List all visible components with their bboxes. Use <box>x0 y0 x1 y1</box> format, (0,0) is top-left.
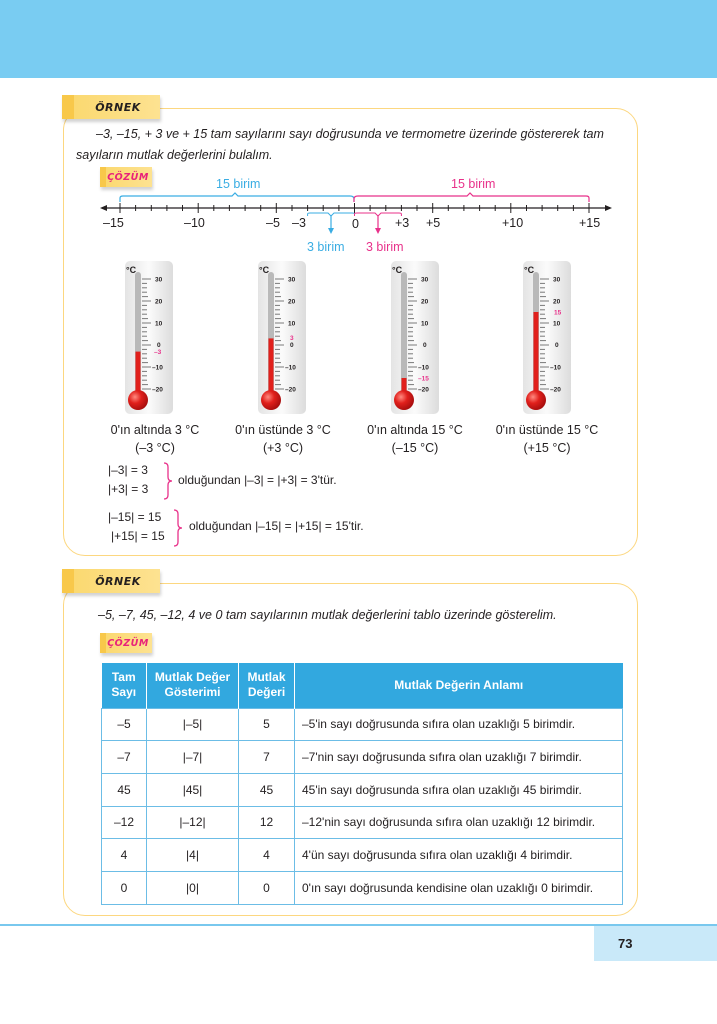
svg-text:–15: –15 <box>418 375 429 383</box>
svg-text:10: 10 <box>421 320 429 328</box>
header-integer: Tam Sayı <box>102 663 147 708</box>
equation-conclusion: olduğundan |–15| = |+15| = 15'tir. <box>189 519 364 533</box>
cell-integer: –7 <box>102 741 147 774</box>
svg-text:3: 3 <box>290 335 294 342</box>
thermometer-minus-15 <box>390 260 440 415</box>
svg-text:–20: –20 <box>550 386 561 394</box>
caption-line-1: 0'ın üstünde 3 °C <box>235 423 331 437</box>
cell-meaning: –12'nin sayı doğrusunda sıfıra olan uzaklığı 12 birimdir. <box>295 806 623 839</box>
thermometer-caption <box>90 421 220 457</box>
table-row <box>102 871 623 904</box>
cell-value: 0 <box>239 871 295 904</box>
cell-integer: 0 <box>102 871 147 904</box>
equation-group-2 <box>108 508 165 546</box>
equation-line: |+3| = 3 <box>108 482 149 496</box>
tick-label: 0 <box>352 217 359 231</box>
tick-label: +15 <box>579 216 601 230</box>
header-notation: Mutlak Değer Gösterimi <box>147 663 239 708</box>
cell-notation: |–7| <box>147 741 239 774</box>
equation-conclusion: olduğundan |–3| = |+3| = 3'tür. <box>178 473 337 487</box>
tick-label: –15 <box>103 216 124 230</box>
svg-text:°C: °C <box>259 265 270 275</box>
svg-text:0: 0 <box>157 342 161 349</box>
svg-text:10: 10 <box>553 320 561 328</box>
caption-line-1: 0'ın altında 3 °C <box>110 423 200 437</box>
thermometer-caption <box>218 421 348 457</box>
brace-icon <box>173 509 183 547</box>
tick-label: +5 <box>426 216 441 230</box>
svg-text:–20: –20 <box>152 386 163 394</box>
thermometer-plus-3 <box>257 260 307 415</box>
svg-text:–20: –20 <box>285 386 296 394</box>
tick-label: –10 <box>184 216 205 230</box>
example-tag: ÖRNEK <box>62 95 160 119</box>
svg-text:–10: –10 <box>285 364 296 372</box>
cell-notation: |4| <box>147 839 239 872</box>
svg-text:30: 30 <box>421 276 429 284</box>
caption-line-2: (–3 °C) <box>135 441 175 455</box>
equation-line: |–3| = 3 <box>108 463 148 477</box>
thermometer-caption <box>482 421 612 457</box>
table-header-row <box>102 663 623 708</box>
brace-right-label: 15 birim <box>451 177 496 191</box>
caption-line-2: (–15 °C) <box>391 441 439 455</box>
svg-text:°C: °C <box>392 265 403 275</box>
svg-text:10: 10 <box>155 320 163 328</box>
table-row <box>102 708 623 741</box>
tick-label: –5 <box>266 216 280 230</box>
cell-meaning: –5'in sayı doğrusunda sıfıra olan uzaklığı 5 birimdir. <box>295 708 623 741</box>
svg-text:10: 10 <box>288 320 296 328</box>
thermometer-caption <box>350 421 480 457</box>
thermometer-minus-3 <box>124 260 174 415</box>
caption-line-1: 0'ın altında 15 °C <box>367 423 463 437</box>
svg-text:30: 30 <box>553 276 561 284</box>
svg-text:30: 30 <box>155 276 163 284</box>
brace-left <box>120 193 354 202</box>
solution-tag: ÇÖZÜM <box>100 167 152 187</box>
caption-line-2: (+15 °C) <box>523 441 571 455</box>
svg-text:20: 20 <box>421 298 429 306</box>
caption-line-1: 0'ın üstünde 15 °C <box>495 423 599 437</box>
cell-value: 7 <box>239 741 295 774</box>
cell-notation: |0| <box>147 871 239 904</box>
header-meaning: Mutlak Değerin Anlamı <box>295 663 623 708</box>
cell-integer: 45 <box>102 773 147 806</box>
svg-text:°C: °C <box>126 265 137 275</box>
tick-label: –3 <box>292 216 306 230</box>
tick-label: +3 <box>395 216 410 230</box>
top-banner <box>0 0 717 78</box>
table-row <box>102 839 623 872</box>
caption-line-2: (+3 °C) <box>262 441 304 455</box>
cell-integer: –12 <box>102 806 147 839</box>
svg-text:20: 20 <box>288 298 296 306</box>
cell-value: 12 <box>239 806 295 839</box>
cell-meaning: 0'ın sayı doğrusunda kendisine olan uzaklığı 0 birimdir. <box>295 871 623 904</box>
cell-notation: |–5| <box>147 708 239 741</box>
svg-text:20: 20 <box>553 298 561 306</box>
equation-line: |+15| = 15 <box>111 529 165 543</box>
brace-icon <box>163 462 173 500</box>
small-right-label: 3 birim <box>366 240 404 254</box>
tick-label: +10 <box>502 216 524 230</box>
cell-value: 45 <box>239 773 295 806</box>
cell-notation: |–12| <box>147 806 239 839</box>
question-line-2: sayıların mutlak değerlerini bulalım. <box>76 148 273 162</box>
header-value: Mutlak Değeri <box>239 663 295 708</box>
page-number: 73 <box>594 926 717 961</box>
svg-text:–10: –10 <box>152 364 163 372</box>
cell-meaning: 4'ün sayı doğrusunda sıfıra olan uzaklığı 4 birimdir. <box>295 839 623 872</box>
table-row <box>102 773 623 806</box>
svg-text:–3: –3 <box>154 349 162 356</box>
example-tag: ÖRNEK <box>62 569 160 593</box>
cell-notation: |45| <box>147 773 239 806</box>
svg-text:0: 0 <box>423 342 427 349</box>
brace-right <box>354 193 589 202</box>
svg-text:30: 30 <box>288 276 296 284</box>
thermometer-plus-15 <box>522 260 572 415</box>
cell-value: 5 <box>239 708 295 741</box>
svg-text:15: 15 <box>554 309 562 317</box>
svg-text:0: 0 <box>555 342 559 349</box>
absolute-value-table <box>101 663 623 905</box>
svg-text:0: 0 <box>290 342 294 349</box>
table-row <box>102 741 623 774</box>
equation-group-1 <box>108 461 148 499</box>
brace-left-label: 15 birim <box>216 177 261 191</box>
cell-meaning: 45'in sayı doğrusunda sıfıra olan uzaklığı 45 birimdir. <box>295 773 623 806</box>
small-left-label: 3 birim <box>307 240 345 254</box>
svg-text:20: 20 <box>155 298 163 306</box>
cell-meaning: –7'nin sayı doğrusunda sıfıra olan uzaklığı 7 birimdir. <box>295 741 623 774</box>
svg-text:–10: –10 <box>418 364 429 372</box>
svg-text:–20: –20 <box>418 386 429 394</box>
svg-text:°C: °C <box>524 265 535 275</box>
table-row <box>102 806 623 839</box>
question-line-1: –3, –15, + 3 ve + 15 tam sayılarını sayı doğrusunda ve termometre üzerinde göstererek tam <box>96 127 604 141</box>
cell-integer: 4 <box>102 839 147 872</box>
solution-tag: ÇÖZÜM <box>100 633 152 653</box>
question-text <box>76 124 636 166</box>
svg-text:–10: –10 <box>550 364 561 372</box>
cell-integer: –5 <box>102 708 147 741</box>
equation-line: |–15| = 15 <box>108 510 162 524</box>
question-text: –5, –7, 45, –12, 4 ve 0 tam sayılarının mutlak değerlerini tablo üzerinde gösterelim. <box>98 608 557 622</box>
cell-value: 4 <box>239 839 295 872</box>
